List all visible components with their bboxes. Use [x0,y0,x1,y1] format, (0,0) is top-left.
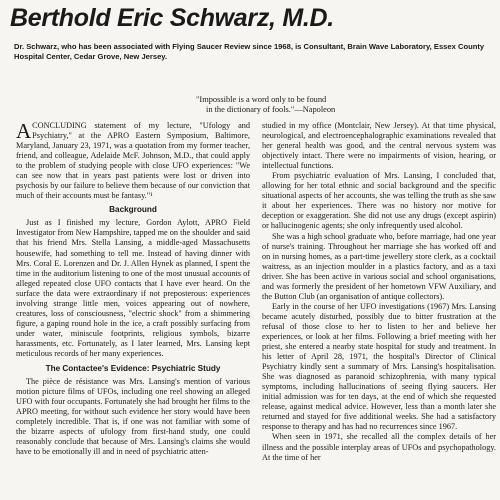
intro-paragraph [16,121,250,201]
epigraph [196,95,436,115]
author-byline: Dr. Schwarz, who has been associated with Flying Saucer Review since 1968, is Consultant, Brain Wave Laboratory, Essex County Hospital Center, Cedar Grove, New Jersey. [14,42,485,61]
paragraph-continued: studied in my office (Montclair, New Jersey). At that time physical, neurological, and electroencephalographic examinations revealed that her general health was good, and the central nervous system was objectively intact. There were no impairments of vision, hearing, or intellectual functions. [262,121,496,171]
paragraph-evaluation: From psychiatric evaluation of Mrs. Lansing, I concluded that, allowing for her total ethnic and social background and the specific situational aspects of her accounts, she was telling the truth as she saw it about her experiences. There was no history nor motive for deception or exaggeration. She did not use any drugs (except aspirin) or hallucinogenic agents; she only infrequently used alcohol. [262,171,496,231]
article-title: Berthold Eric Schwarz, M.D. [10,4,334,32]
epigraph-line-2: in the dictionary of fools."—Napoleon [206,105,336,114]
right-column [262,121,496,463]
intro-text: CONCLUDING statement of my lecture, "Ufology and Psychiatry," at the APRO Eastern Symposium, Baltimore, Maryland, January 23, 1971, was a quotation from my former teacher, friend, and colleague, Adelaide McF. Johnson, M.D., that could apply to the problem of studying people with close UFO experiences: "We can see now that in years past patients were lost or driven into psychosis by our failure to believe them because of our conviction that much of their accounts must be fantasy."¹ [16,121,250,201]
paragraph-early-course: Early in the course of her UFO investigations (1967) Mrs. Lansing became acutely disturbed, possibly due to bitter frustration at the refusal of those close to her to listen to her and believe her experiences, or look at her films. Following a brief meeting with her priest, she entered a nearby state hospital for study and treatment. In his letter of April 28, 1971, the hospital's Director of Clinical Psychiatry kindly sent a summary of Mrs. Lansing's hospitalisation. She was diagnosed as paranoid schizophrenia, with many typical symptoms, including hallucinations of seeing flying saucers. Her initial admission was for ten days, at the end of which she requested release, against medical advice. However, less than a month later she returned and stayed for five additional weeks. She had a satisfactory response to therapy and has had no recurrences since 1967. [262,301,496,432]
paragraph-when-seen: When seen in 1971, she recalled all the complex details of her illness and the possible interplay areas of UFOs and psychopathology. At the time of her [262,432,496,462]
paragraph-school: She was a high school graduate who, before marriage, had one year of nurse's training. Throughout her marriage she has worked off and on in nursing homes, as a part-time jewellery store clerk, as a cocktail waitress, as an injection moulder in a plastics factory, and as a taxi driver. She has been active in various social and school organisations, and was formerly the president of her hometown VFW Auxiliary, and the Button Club (an organisation of antique collectors). [262,231,496,301]
heading-contactee-evidence: The Contactee's Evidence: Psychiatric Study [45,364,221,374]
left-column [16,121,250,457]
paragraph-background: Just as I finished my lecture, Gordon Aylott, APRO Field Investigator from New Hampshire, tapped me on the shoulder and said that his friend Mrs. Stella Lansing, a middle-aged Massachusetts housewife, had something to tell me. Instead of having dinner with Mrs. Coral E. Lorenzen and Dr. J. Allen Hynek as planned, I spent the time in the auditorium listening to one of the most unusual accounts of alleged repeated close UFO contacts that I have ever heard. On the surface the data were extraordinary if not preposterous: experiences involving strange little men, voices appearing out of nowhere, creatures, loss of consciousness, "electric shock" from a shimmering figure, a gaping round hole in the ice, a craft possibly surfacing from under water, miniscule footprints, religious symbols, bizarre harassments, etc. Fortunately, as I later learned, Mrs. Lansing kept meticulous records of her many experiences. [16,218,250,358]
drop-cap: A [16,119,32,143]
paragraph-evidence: The pièce de résistance was Mrs. Lansing's mention of various motion picture films of UFOs, including one reel showing an alleged UFO with four occupants. Fortunately she had brought her films to the APRO meeting, for without such evidence her story would have been completely incredible. That is, if one was not familiar with some of the bizarre aspects of ufology from first-hand study, one could reasonably conclude that because of Mrs. Lansing's claims she would have to be emotionally ill and in need of psychiatric atten- [16,377,250,457]
epigraph-line-1: "Impossible is a word only to be found [196,95,327,104]
heading-background: Background [109,205,157,215]
